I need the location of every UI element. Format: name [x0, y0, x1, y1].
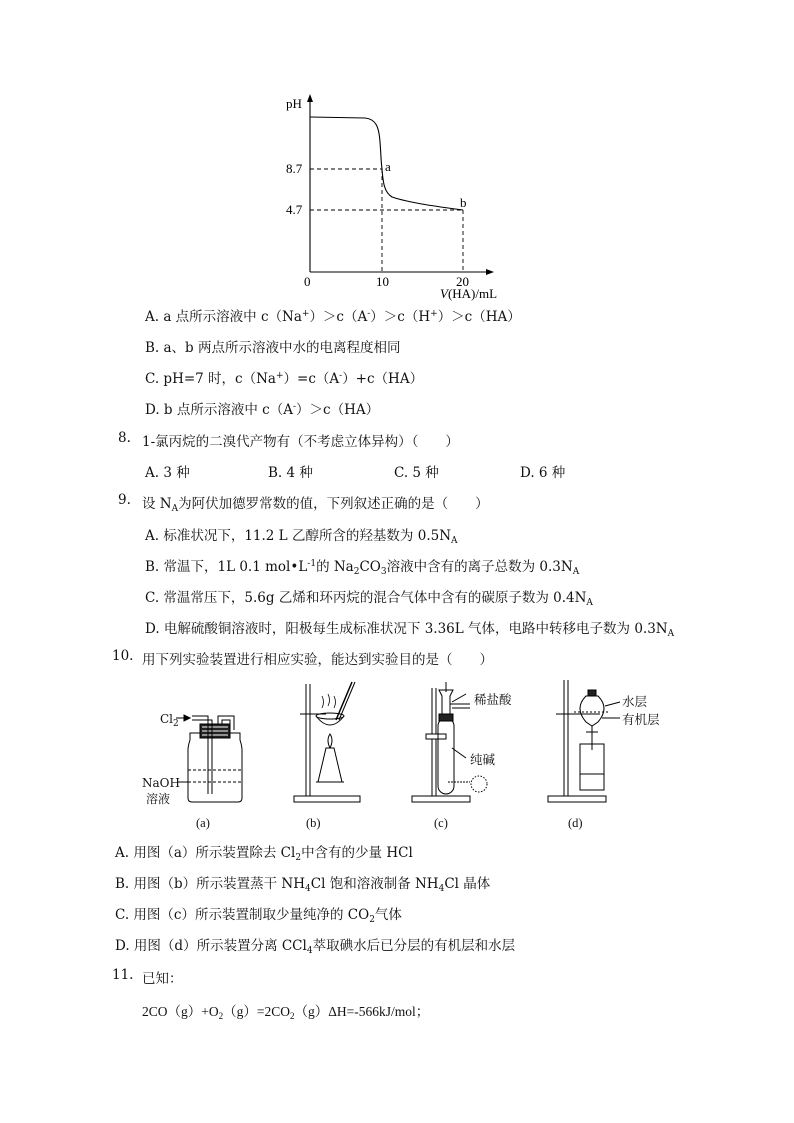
- q8-option-c: C. 5 种: [394, 465, 439, 481]
- titration-graph-svg: [280, 92, 520, 302]
- q9-option-a: A. 标准状况下，11.2 L 乙醇所含的羟基数为 $0.5N_A$: [145, 528, 458, 546]
- caption-a: (a): [196, 816, 210, 830]
- caption-c: (c): [434, 816, 448, 830]
- tick-4-7: 4.7: [286, 202, 303, 217]
- point-b-label: b: [460, 195, 467, 210]
- q10-number: 10.: [112, 648, 134, 664]
- point-a-label: a: [385, 159, 391, 174]
- origin-label: 0: [304, 274, 311, 289]
- caption-d: (d): [568, 816, 583, 830]
- label-water-layer: 水层: [622, 694, 648, 709]
- x-axis-label-rest: (HA)/mL: [447, 286, 498, 301]
- apparatus-figure: [130, 678, 660, 838]
- tick-10: 10: [376, 274, 389, 289]
- q9-option-d: D. 电解硫酸铜溶液时，阳极每生成标准状况下 3.36L 气体，电路中转移电子数为 $0.3N_A$: [145, 621, 675, 639]
- q7-option-c: C. pH=7 时，c（Na+）=c（A-）+c（HA）: [145, 371, 424, 387]
- q9-stem: 设 $N_A$为阿伏加德罗常数的值，下列叙述正确的是（ ）: [142, 496, 489, 514]
- q10-option-b: B. 用图（b）所示装置蒸干 $NH_4Cl$ 饱和溶液制备 $NH_4Cl$ 晶体: [115, 876, 491, 894]
- label-naoh: NaOH: [142, 776, 180, 790]
- caption-b: (b): [306, 816, 321, 830]
- q8-number: 8.: [118, 430, 131, 446]
- y-axis-label: pH: [286, 96, 302, 111]
- x-axis-label-v: V: [440, 286, 448, 301]
- q10-option-c: C. 用图（c）所示装置制取少量纯净的 $CO_2$气体: [115, 907, 402, 925]
- q10-stem: 用下列实验装置进行相应实验，能达到实验目的是（ ）: [142, 652, 493, 668]
- q7-option-a: A. a 点所示溶液中 c（Na+）＞c（A-）＞c（H+）＞c（HA）: [145, 309, 521, 325]
- q8-option-d: D. 6 种: [520, 465, 566, 481]
- label-soda-ash: 纯碱: [470, 752, 496, 767]
- apparatus-svg: [130, 678, 650, 838]
- apparatus-d: [548, 680, 620, 802]
- q8-option-a: A. 3 种: [145, 465, 190, 481]
- q7-option-d: D. b 点所示溶液中 c（A-）＞c（HA）: [145, 402, 380, 418]
- x-axis-arrow: [486, 269, 494, 275]
- q9-option-c: C. 常温常压下，5.6g 乙烯和环丙烷的混合气体中含有的碳原子数为 $0.4N_A$: [145, 590, 593, 608]
- tick-20: 20: [456, 274, 469, 289]
- q11-equation: $2CO(g)+O_2(g)=2CO_2(g)\Delta H=-566kJ$/mol；: [142, 1004, 430, 1021]
- tick-8-7: 8.7: [286, 161, 303, 176]
- q8-stem: 1-氯丙烷的二溴代产物有（不考虑立体异构）（ ）: [142, 434, 459, 450]
- svg-text:V(HA)/mL: [440, 286, 497, 301]
- q8-option-b: B. 4 种: [268, 465, 313, 481]
- q10-option-d: D. 用图（d）所示装置分离 CCl$_4$萃取碘水后已分层的有机层和水层: [115, 938, 516, 956]
- q9-number: 9.: [118, 492, 131, 508]
- q9-option-b: B. 常温下，1L 0.1 $mol•L^{-1}$的 $Na_2CO_3$溶液中含有的离子总数为 $0.3N_A$: [145, 559, 580, 577]
- apparatus-a: [176, 715, 242, 802]
- titration-graph: [280, 92, 520, 302]
- apparatus-b: [294, 682, 360, 802]
- label-cl2: $Cl_2$: [160, 712, 179, 729]
- q11-stem: 已知：: [142, 971, 183, 987]
- q7-option-b: B. a、b 两点所示溶液中水的电离程度相同: [145, 340, 401, 356]
- q11-number: 11.: [112, 967, 134, 983]
- label-solution: 溶液: [146, 792, 171, 806]
- q10-option-a: A. 用图（a）所示装置除去 $Cl_2$中含有的少量 HCl: [115, 845, 413, 863]
- label-organic-layer: 有机层: [622, 712, 660, 727]
- label-dilute-hcl: 稀盐酸: [474, 692, 512, 707]
- y-axis-arrow: [307, 94, 313, 102]
